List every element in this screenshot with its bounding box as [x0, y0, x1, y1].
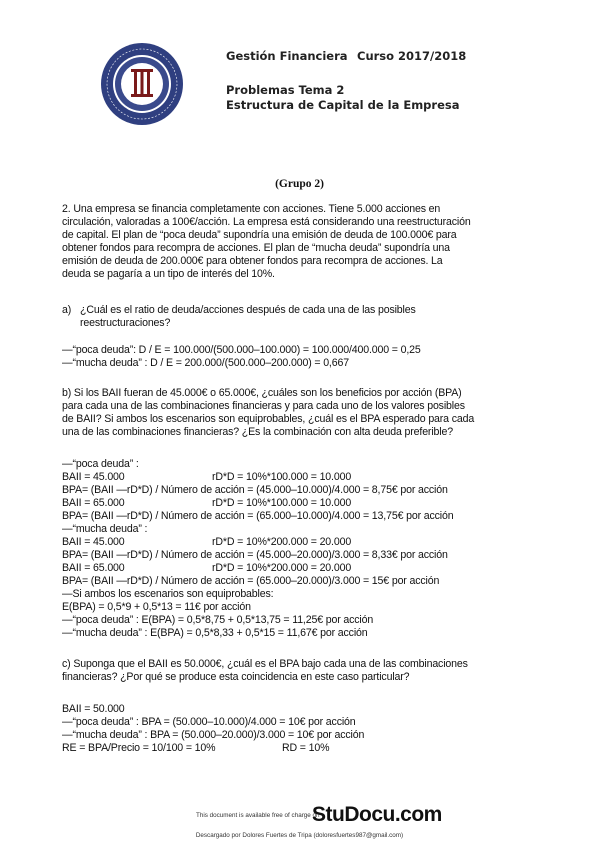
calc-line [62, 471, 351, 484]
statement-line: emisión de deuda de 200.000€ para obtener fondos para recompra de acciones. La [62, 255, 443, 267]
expected-line: —“poca deuda” : E(BPA) = 0,5*8,75 + 0,5*13,75 = 11,25€ por acción [62, 614, 374, 626]
expected-line: —“mucha deuda” : E(BPA) = 0,5*8,33 + 0,5*15 = 11,67€ por acción [62, 627, 368, 639]
poca-deuda-heading: —“poca deuda” : [62, 458, 139, 470]
rd-value: RD = 10% [282, 742, 330, 754]
question-b-line: b) Si los BAII fueran de 45.000€ o 65.000€, ¿cuáles son los beneficios por acción (BPA) [62, 387, 462, 399]
group-heading: (Grupo 2) [275, 178, 324, 190]
calc-interest: rD*D = 10%*100.000 = 10.000 [212, 497, 352, 509]
expected-line: E(BPA) = 0,5*9 + 0,5*13 = 11€ por acción [62, 601, 251, 613]
mucha-deuda-heading: —“mucha deuda” : [62, 523, 148, 535]
answer-c-line [62, 742, 329, 755]
calc-line: BPA= (BAII —rD*D) / Número de acción = (65.000–10.000)/4.000 = 13,75€ por acción [62, 510, 454, 522]
calc-interest: rD*D = 10%*200.000 = 20.000 [212, 536, 352, 548]
calc-line: BPA= (BAII —rD*D) / Número de acción = (45.000–10.000)/4.000 = 8,75€ por acción [62, 484, 448, 496]
statement-line: circulación, valoradas a 100€/acción. La empresa está considerando una reestructuración [62, 216, 471, 228]
expected-line: —Si ambos los escenarios son equiprobables: [62, 588, 274, 600]
calc-line [62, 497, 351, 510]
logo-suffix: .com [394, 803, 442, 826]
problems-title: Problemas Tema 2 [226, 83, 345, 97]
calc-baii: BAII = 45.000 [62, 536, 125, 548]
calc-baii: BAII = 45.000 [62, 471, 125, 483]
answer-a-line: —“mucha deuda” : D / E = 200.000/(500.000–200.000) = 0,667 [62, 357, 349, 369]
question-c-line: financieras? ¿Por qué se produce esta coincidencia en este caso particular? [62, 671, 410, 683]
statement-line: deuda se pagaría a un tipo de interés del 10%. [62, 268, 275, 280]
calc-baii: BAII = 65.000 [62, 497, 125, 509]
question-b-line: para cada una de las combinaciones financieras y para cada uno de los valores posibles [62, 400, 465, 412]
answer-c-line: —“mucha deuda” : BPA = (50.000–20.000)/3.000 = 10€ por acción [62, 729, 365, 741]
calc-line [62, 562, 351, 575]
download-note: Descargado por Dolores Fuertes de Tripa (doloresfuertes987@gmail.com) [195, 832, 404, 839]
statement-line: de capital. El plan de “poca deuda” supondría una emisión de deuda de 100.000€ para [62, 229, 457, 241]
question-a-label: a) [62, 304, 72, 316]
logo-text: StuDocu [312, 803, 395, 826]
calc-line [62, 536, 351, 549]
course-year: Curso 2017/2018 [357, 49, 467, 63]
question-a-line: ¿Cuál es el ratio de deuda/acciones después de cada una de las posibles [80, 304, 416, 316]
answer-a-line: —“poca deuda”: D / E = 100.000/(500.000–100.000) = 100.000/400.000 = 0,25 [62, 344, 421, 356]
calc-baii: BAII = 65.000 [62, 562, 125, 574]
statement-line: 2. Una empresa se financia completamente con acciones. Tiene 5.000 acciones en [62, 203, 441, 215]
studocu-logo[interactable] [312, 803, 442, 827]
question-c-line: c) Suponga que el BAII es 50.000€, ¿cuál es el BPA bajo cada una de las combinaciones [62, 658, 468, 670]
calc-line: BPA= (BAII —rD*D) / Número de acción = (65.000–20.000)/3.000 = 15€ por acción [62, 575, 440, 587]
question-b-line: de BAII? Si ambos los escenarios son equiprobables, ¿cuál es el BPA esperado para cada [62, 413, 475, 425]
calc-interest: rD*D = 10%*100.000 = 10.000 [212, 471, 352, 483]
question-b-line: una de las combinaciones financieras? ¿Es la combinación con alta deuda preferible? [62, 426, 453, 438]
availability-note: This document is available free of charge on [196, 812, 320, 819]
course-title: Gestión Financiera [226, 49, 348, 63]
calc-interest: rD*D = 10%*200.000 = 20.000 [212, 562, 352, 574]
re-value: RE = BPA/Precio = 10/100 = 10% [62, 742, 216, 754]
answer-c-line: BAII = 50.000 [62, 703, 125, 715]
answer-c-line: —“poca deuda” : BPA = (50.000–10.000)/4.000 = 10€ por acción [62, 716, 356, 728]
question-a-line: reestructuraciones? [80, 317, 171, 329]
topic-subtitle: Estructura de Capital de la Empresa [226, 98, 460, 112]
calc-line: BPA= (BAII —rD*D) / Número de acción = (45.000–20.000)/3.000 = 8,33€ por acción [62, 549, 448, 561]
statement-line: obtener fondos para recompra de acciones. El plan de “mucha deuda” supondría una [62, 242, 450, 254]
university-seal-icon [100, 42, 184, 126]
